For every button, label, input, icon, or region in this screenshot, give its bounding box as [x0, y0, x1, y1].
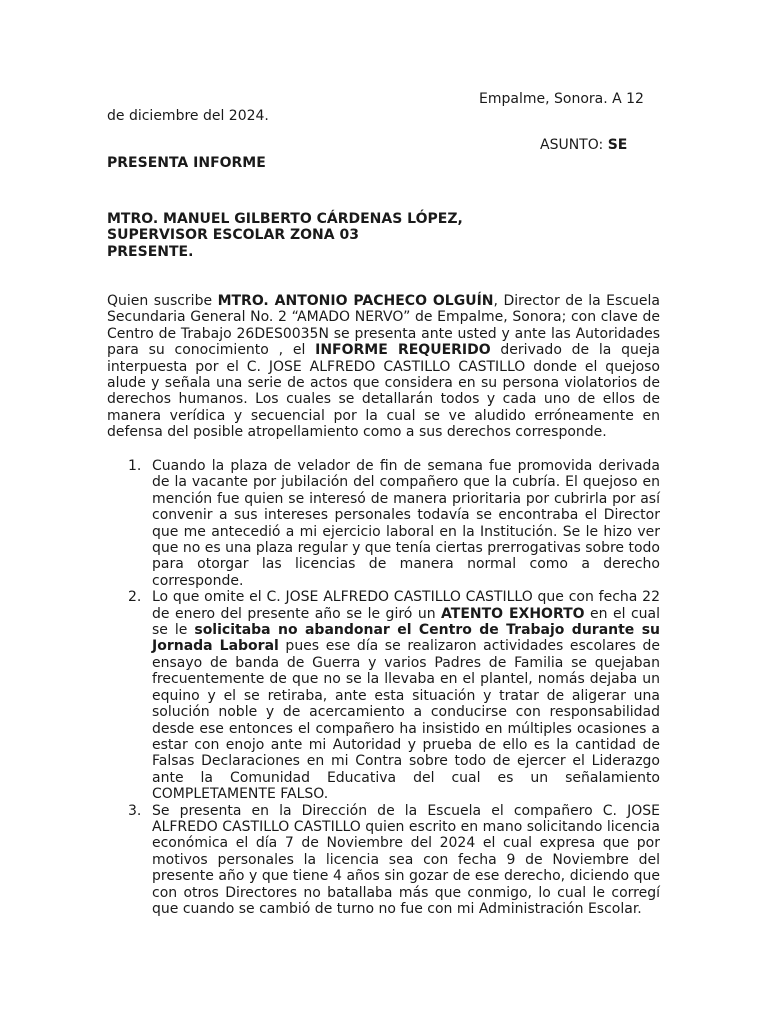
asunto-label: ASUNTO:	[540, 137, 604, 153]
numbered-list	[107, 458, 660, 917]
intro-text-2: , Director de la Escuela Secundaria General No. 2 “AMADO NERVO” de Empalme, Sonora; con clave de Centro de Trabajo 26DES0035N se presenta ante usted y ante las Autoridades para su conocimiento , el	[107, 293, 660, 359]
list-item	[107, 589, 660, 802]
date-line-2: de diciembre del 2024.	[107, 108, 269, 124]
request-emphasis: solicitaba no abandonar el Centro de Trabajo durante su Jornada Laboral	[152, 622, 660, 655]
intro-paragraph	[107, 293, 660, 441]
list-item-text: Se presenta en la Dirección de la Escuela el compañero C. JOSE ALFREDO CASTILLO CASTILLO quien escrito en mano solicitando licencia económica el día 7 de Noviembre del 2024 el cual expresa que por motivos personales la licencia sea con fecha 9 de Noviembre del presente año y que tiene 4 años sin gozar de ese derecho, diciendo que con otros Directores no batallaba más que conmigo, lo cual le corregí que cuando se cambió de turno no fue con mi Administración Escolar.	[152, 802, 660, 917]
list-item-text-2: en el cual se le	[152, 605, 661, 639]
addressee-title: SUPERVISOR ESCOLAR ZONA 03	[107, 227, 359, 244]
list-item	[107, 458, 660, 589]
intro-text-1: Quien suscribe	[107, 293, 218, 309]
list-item-number: 1.	[128, 458, 142, 474]
list-item-text-3: pues ese día se realizaron actividades escolares de ensayo de banda de Guerra y varios Padres de Familia se quejaban frecuentemente de que no se la llevaba en el plantel, nomás dejaba un equino y el se retiraba, ante esta situación y tratar de aligerar una solución noble y de acercamiento a conducirse con responsabilidad desde ese entonces el compañero ha insistido en múltiples ocasiones a estar con enojo ante mi Autoridad y prueba de ello es la cantidad de Falsas Declaraciones en mi Contra sobre todo de ejercer el Liderazgo ante la Comunidad Educativa del cual es un señalamiento COMPLETAMENTE FALSO.	[152, 638, 660, 803]
list-item-number: 3.	[128, 802, 142, 819]
list-item	[107, 803, 660, 918]
addressee-salutation: PRESENTE.	[107, 243, 194, 260]
date-line-1: Empalme, Sonora. A 12	[479, 91, 644, 107]
asunto-value-continued: PRESENTA INFORME	[107, 155, 266, 171]
list-item-number: 2.	[128, 589, 142, 606]
intro-text-3: derivado de la queja interpuesta por el C. JOSE ALFREDO CASTILLO CASTILLO donde el quejoso alude y señala una serie de actos que considera en su persona violatorios de derechos humanos. Los cuales se detallarán todos y cada uno de ellos de manera verídica y secuencial por la cual se ve aludido erróneamente en defensa del posible atropellamiento como a sus derechos corresponde.	[107, 342, 660, 441]
exhorto-label: ATENTO EXHORTO	[441, 605, 585, 622]
signer-name: MTRO. ANTONIO PACHECO OLGUÍN	[217, 293, 494, 309]
asunto-line	[540, 137, 627, 153]
addressee-name: MTRO. MANUEL GILBERTO CÁRDENAS LÓPEZ,	[107, 211, 463, 227]
addressee-block	[107, 211, 463, 260]
asunto-value: SE	[607, 137, 628, 153]
list-item-text-1: Lo que omite el C. JOSE ALFREDO CASTILLO CASTILLO que con fecha 22 de enero del presente año se le giró un	[152, 589, 660, 622]
list-item-text: Cuando la plaza de velador de fin de semana fue promovida derivada de la vacante por jubilación del compañero que la cubría. El quejoso en mención fue quien se interesó de manera prioritaria por cubrirla por así convenir a sus intereses personales todavía se encontraba el Director que me antecedió a mi ejercicio laboral en la Institución. Se le hizo ver que no es una plaza regular y que tenía ciertas prerrogativas sobre todo para otorgar las licencias de manera normal como a derecho corresponde.	[152, 458, 660, 589]
report-label: INFORME REQUERIDO	[315, 342, 491, 359]
